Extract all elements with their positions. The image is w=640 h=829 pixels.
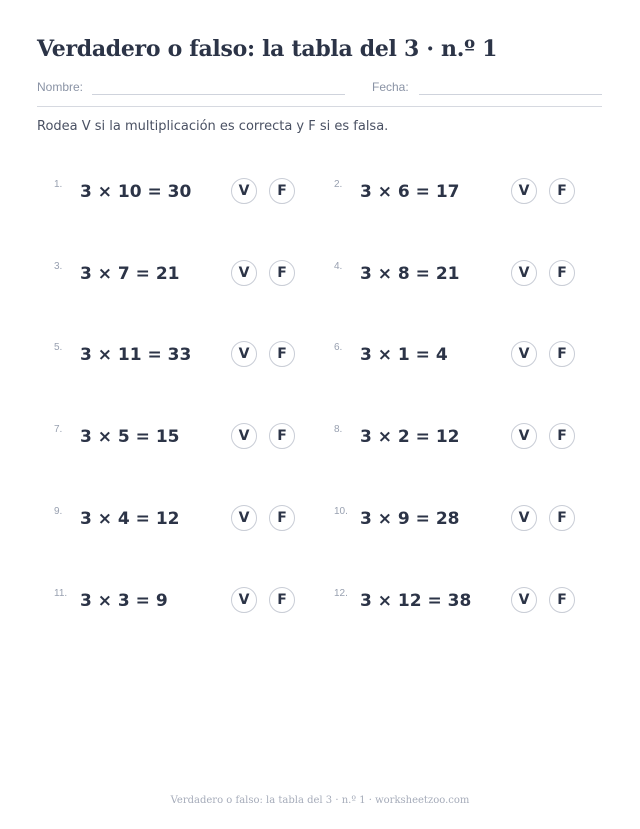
false-option[interactable]: F <box>549 587 575 613</box>
problem-expression: 3 × 4 = 12 <box>80 509 180 529</box>
true-option[interactable]: V <box>511 587 537 613</box>
false-option[interactable]: F <box>549 423 575 449</box>
problem-item <box>334 423 594 455</box>
false-option[interactable]: F <box>549 178 575 204</box>
problem-number: 9. <box>54 506 63 517</box>
problem-number: 2. <box>334 179 343 190</box>
problem-number: 10. <box>334 506 348 517</box>
false-option[interactable]: F <box>269 587 295 613</box>
page-footer: Verdadero o falso: la tabla del 3 · n.º 1 · worksheetzoo.com <box>170 795 470 806</box>
problem-expression: 3 × 10 = 30 <box>80 182 192 202</box>
problem-expression: 3 × 8 = 21 <box>360 264 460 284</box>
problem-number: 4. <box>334 261 343 272</box>
true-option[interactable]: V <box>511 423 537 449</box>
problem-expression: 3 × 6 = 17 <box>360 182 460 202</box>
false-option[interactable]: F <box>269 260 295 286</box>
problem-expression: 3 × 12 = 38 <box>360 591 472 611</box>
false-option[interactable]: F <box>269 423 295 449</box>
problem-number: 6. <box>334 342 343 353</box>
problem-item <box>54 587 314 619</box>
problem-expression: 3 × 5 = 15 <box>80 427 180 447</box>
problem-item <box>54 423 314 455</box>
problem-item <box>334 178 594 210</box>
problem-number: 3. <box>54 261 63 272</box>
problem-item <box>334 505 594 537</box>
name-field[interactable] <box>92 94 345 95</box>
true-option[interactable]: V <box>231 341 257 367</box>
name-label: Nombre: <box>37 80 84 94</box>
problem-item <box>54 178 314 210</box>
problem-expression: 3 × 7 = 21 <box>80 264 180 284</box>
false-option[interactable]: F <box>269 341 295 367</box>
problem-item <box>54 505 314 537</box>
true-option[interactable]: V <box>511 505 537 531</box>
problem-number: 8. <box>334 424 343 435</box>
problem-number: 5. <box>54 342 63 353</box>
problem-item <box>334 260 594 292</box>
true-option[interactable]: V <box>231 587 257 613</box>
problem-item <box>54 260 314 292</box>
problem-expression: 3 × 9 = 28 <box>360 509 460 529</box>
true-option[interactable]: V <box>231 178 257 204</box>
date-label: Fecha: <box>372 80 409 94</box>
true-option[interactable]: V <box>511 341 537 367</box>
problem-number: 7. <box>54 424 63 435</box>
worksheet-title: Verdadero o falso: la tabla del 3 · n.º 1 <box>37 36 498 62</box>
true-option[interactable]: V <box>511 178 537 204</box>
problem-expression: 3 × 11 = 33 <box>80 345 192 365</box>
header-divider <box>37 106 602 107</box>
false-option[interactable]: F <box>269 178 295 204</box>
problem-expression: 3 × 3 = 9 <box>80 591 168 611</box>
false-option[interactable]: F <box>269 505 295 531</box>
false-option[interactable]: F <box>549 341 575 367</box>
problem-expression: 3 × 1 = 4 <box>360 345 448 365</box>
true-option[interactable]: V <box>511 260 537 286</box>
problem-number: 12. <box>334 588 348 599</box>
problem-number: 1. <box>54 179 63 190</box>
problem-item <box>334 341 594 373</box>
problem-item <box>334 587 594 619</box>
false-option[interactable]: F <box>549 505 575 531</box>
date-field[interactable] <box>419 94 602 95</box>
true-option[interactable]: V <box>231 423 257 449</box>
false-option[interactable]: F <box>549 260 575 286</box>
true-option[interactable]: V <box>231 260 257 286</box>
true-option[interactable]: V <box>231 505 257 531</box>
problem-item <box>54 341 314 373</box>
problem-number: 11. <box>54 588 68 599</box>
instructions: Rodea V si la multiplicación es correcta y F si es falsa. <box>37 119 389 134</box>
problem-expression: 3 × 2 = 12 <box>360 427 460 447</box>
